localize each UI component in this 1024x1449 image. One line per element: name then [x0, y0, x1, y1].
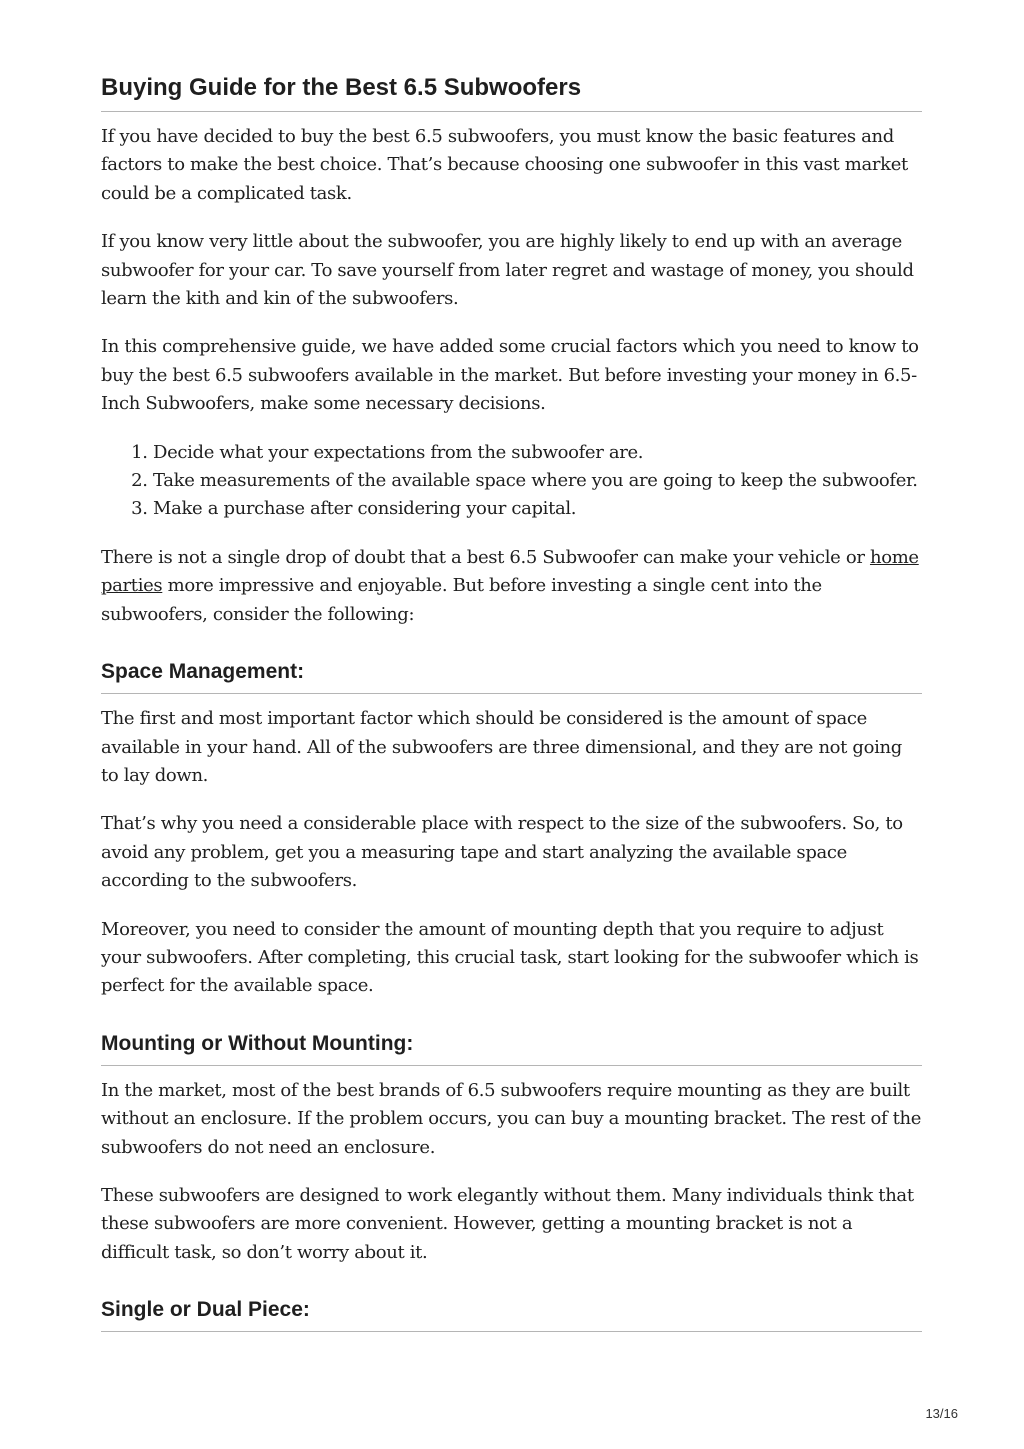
mounting-paragraph-1: In the market, most of the best brands of 6.5 subwoofers require mounting as they are built without an enclosure. If the problem occurs, you can buy a mounting bracket. The rest of the subwoofers do not need an enclosure.	[101, 1079, 922, 1158]
page-number: 13/16	[925, 1406, 958, 1421]
page-title: Buying Guide for the Best 6.5 Subwoofers	[101, 0, 922, 112]
intro-paragraph-1: If you have decided to buy the best 6.5 subwoofers, you must know the basic features and factors to make the best choice. That’s because choosing one subwoofer in this vast market could be a complicated task.	[101, 126, 908, 204]
intro-paragraph-4-end: more impressive and enjoyable. But before investing a single cent into the subwoofers, consider the following:	[101, 575, 822, 625]
space-paragraph-1: The first and most important factor which should be considered is the amount of space available in your hand. All of the subwoofers are three dimensional, and they are not going to lay down.	[101, 708, 902, 786]
intro-paragraph-3: In this comprehensive guide, we have added some crucial factors which you need to know to buy the best 6.5 subwoofers available in the market. But before investing your money in 6.5-Inch Subwoofers, make some necessary decisions.	[101, 336, 919, 415]
list-item: 3. Make a purchase after considering your capital.	[153, 495, 922, 523]
mounting-heading: Mounting or Without Mounting:	[101, 1031, 922, 1066]
space-management-heading: Space Management:	[101, 659, 922, 694]
list-item: 2. Take measurements of the available space where you are going to keep the subwoofer.	[153, 467, 922, 495]
space-paragraph-2: That’s why you need a considerable place with respect to the size of the subwoofers. So, to avoid any problem, get you a measuring tape and start analyzing the available space according to the subwoofers.	[101, 813, 903, 892]
mounting-paragraph-2: These subwoofers are designed to work elegantly without them. Many individuals think that these subwoofers are more convenient. However, getting a mounting bracket is not a difficult task, so don’t worry about it.	[101, 1184, 914, 1263]
home-parties-link[interactable]: home parties	[101, 546, 919, 597]
single-dual-heading: Single or Dual Piece:	[101, 1297, 922, 1332]
intro-paragraph-4	[101, 544, 922, 629]
space-paragraph-3: Moreover, you need to consider the amount of mounting depth that you require to adjust your subwoofers. After completing, this crucial task, start looking for the subwoofer which is perfect for the available space.	[101, 918, 919, 997]
intro-paragraph-4-start: There is not a single drop of doubt that a best 6.5 Subwoofer can make your vehicle or	[101, 546, 870, 568]
list-item: 1. Decide what your expectations from the subwoofer are.	[153, 439, 922, 467]
decisions-list	[101, 439, 922, 524]
document-page	[101, 0, 922, 1332]
intro-paragraph-2: If you know very little about the subwoofer, you are highly likely to end up with an average subwoofer for your car. To save yourself from later regret and wastage of money, you should learn the kith and kin of the subwoofers.	[101, 231, 914, 310]
